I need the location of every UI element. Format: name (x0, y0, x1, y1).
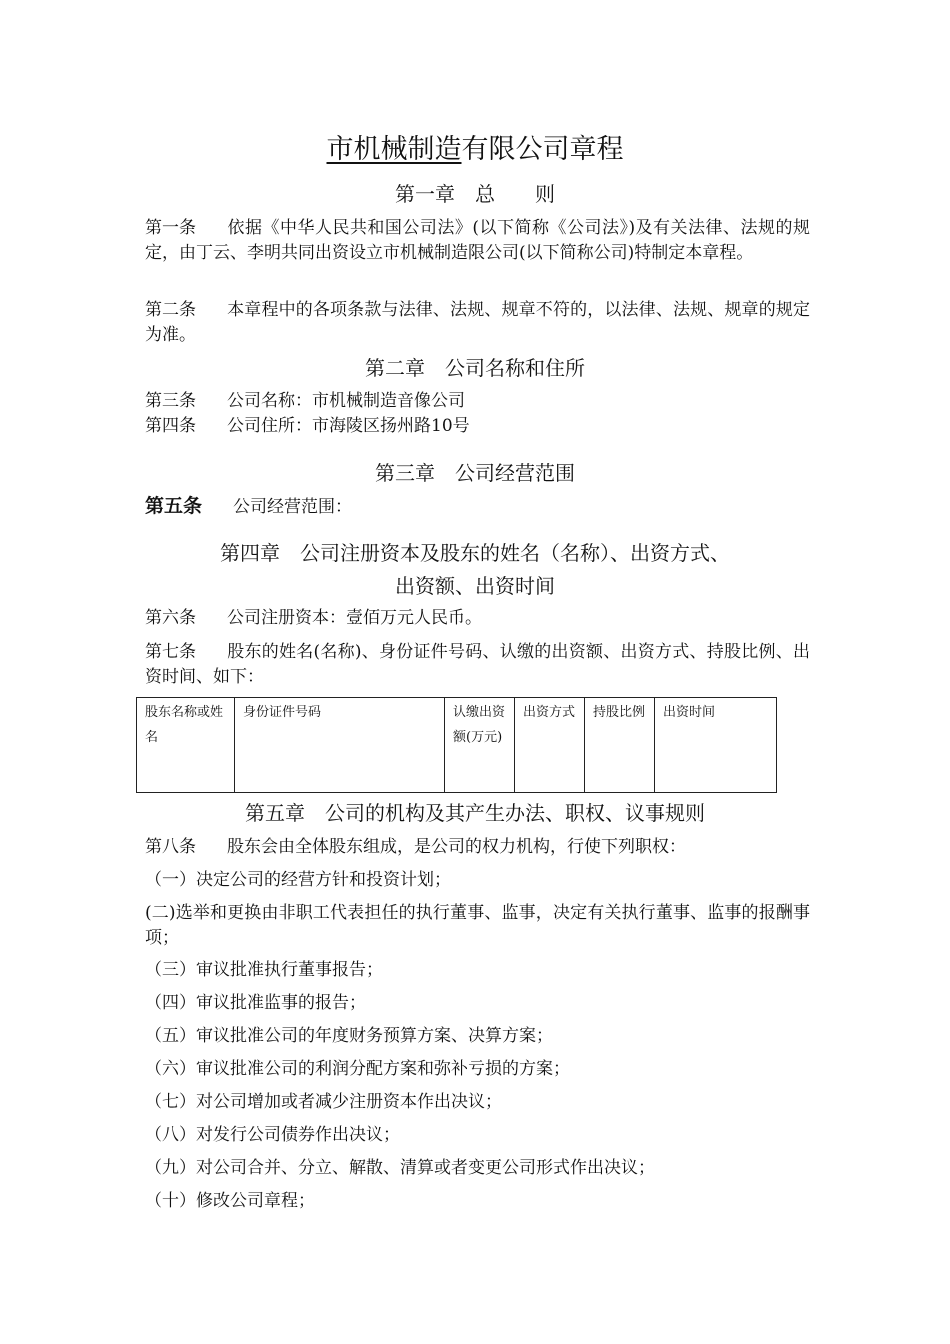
article-1 (145, 216, 810, 266)
header-contribution-time: 出资时间 (655, 698, 777, 793)
article-2 (145, 298, 810, 348)
chapter-4-heading-line-2: 出资额、出资时间 (395, 574, 555, 598)
article-5-number: 第五条 (145, 495, 203, 517)
power-item-1: （一）决定公司的经营方针和投资计划； (145, 870, 451, 890)
power-item-4: （四）审议批准监事的报告； (145, 993, 366, 1013)
title-underlined-part: 市机械制造 (326, 134, 462, 165)
power-item-5: （五）审议批准公司的年度财务预算方案、决算方案； (145, 1026, 553, 1046)
article-1-number: 第一条 (145, 218, 196, 238)
article-4 (145, 414, 810, 439)
power-item-7: （七）对公司增加或者减少注册资本作出决议； (145, 1092, 502, 1112)
chapter-5-heading: 第五章 公司的机构及其产生办法、职权、议事规则 (245, 801, 705, 825)
article-8-text: 股东会由全体股东组成，是公司的权力机构，行使下列职权： (227, 837, 686, 857)
power-item-3: （三）审议批准执行董事报告； (145, 960, 383, 980)
chapter-1-heading: 第一章 总 则 (395, 182, 555, 206)
power-item-8: （八）对发行公司债券作出决议； (145, 1125, 400, 1145)
power-item-9: （九）对公司合并、分立、解散、清算或者变更公司形式作出决议； (145, 1158, 655, 1178)
article-8-number: 第八条 (145, 837, 196, 857)
header-id-number: 身份证件号码 (235, 698, 445, 793)
chapter-4-heading-line-1: 第四章 公司注册资本及股东的姓名（名称）、出资方式、 (220, 541, 730, 565)
article-7-text: 股东的姓名(名称)、身份证件号码、认缴的出资额、出资方式、持股比例、出资时间、如下： (145, 642, 810, 687)
article-2-text: 本章程中的各项条款与法律、法规、规章不符的，以法律、法规、规章的规定为准。 (145, 300, 810, 345)
article-7 (145, 640, 810, 690)
article-4-number: 第四条 (145, 416, 196, 436)
article-5 (145, 494, 810, 520)
article-3 (145, 389, 810, 414)
article-6 (145, 606, 810, 631)
shareholder-table (136, 697, 777, 793)
power-item-6: （六）审议批准公司的利润分配方案和弥补亏损的方案； (145, 1059, 570, 1079)
article-2-number: 第二条 (145, 300, 196, 320)
header-shareholder-name: 股东名称或姓名 (137, 698, 235, 793)
chapter-3-heading: 第三章 公司经营范围 (375, 461, 575, 485)
power-item-10: （十）修改公司章程； (145, 1191, 315, 1211)
title-rest: 有限公司章程 (461, 134, 624, 165)
table-row (137, 698, 777, 793)
chapter-2-heading: 第二章 公司名称和住所 (365, 356, 585, 380)
header-subscribed-capital: 认缴出资额(万元) (445, 698, 515, 793)
power-item-2: (二)选举和更换由非职工代表担任的执行董事、监事，决定有关执行董事、监事的报酬事项； (145, 903, 810, 948)
article-5-text: 公司经营范围： (233, 497, 352, 517)
article-6-text: 公司注册资本：壹佰万元人民币。 (227, 608, 482, 628)
header-contribution-method: 出资方式 (515, 698, 585, 793)
header-share-ratio: 持股比例 (585, 698, 655, 793)
article-6-number: 第六条 (145, 608, 196, 628)
article-3-text: 公司名称：市机械制造音像公司 (227, 391, 465, 411)
article-8 (145, 835, 810, 860)
document-title (0, 132, 950, 168)
article-3-number: 第三条 (145, 391, 196, 411)
article-4-text: 公司住所：市海陵区扬州路10号 (227, 416, 470, 436)
article-7-number: 第七条 (145, 642, 196, 662)
article-1-text: 依据《中华人民共和国公司法》(以下简称《公司法》)及有关法律、法规的规定，由丁云、李明共同出资设立市机械制造限公司(以下简称公司)特制定本章程。 (145, 218, 810, 263)
